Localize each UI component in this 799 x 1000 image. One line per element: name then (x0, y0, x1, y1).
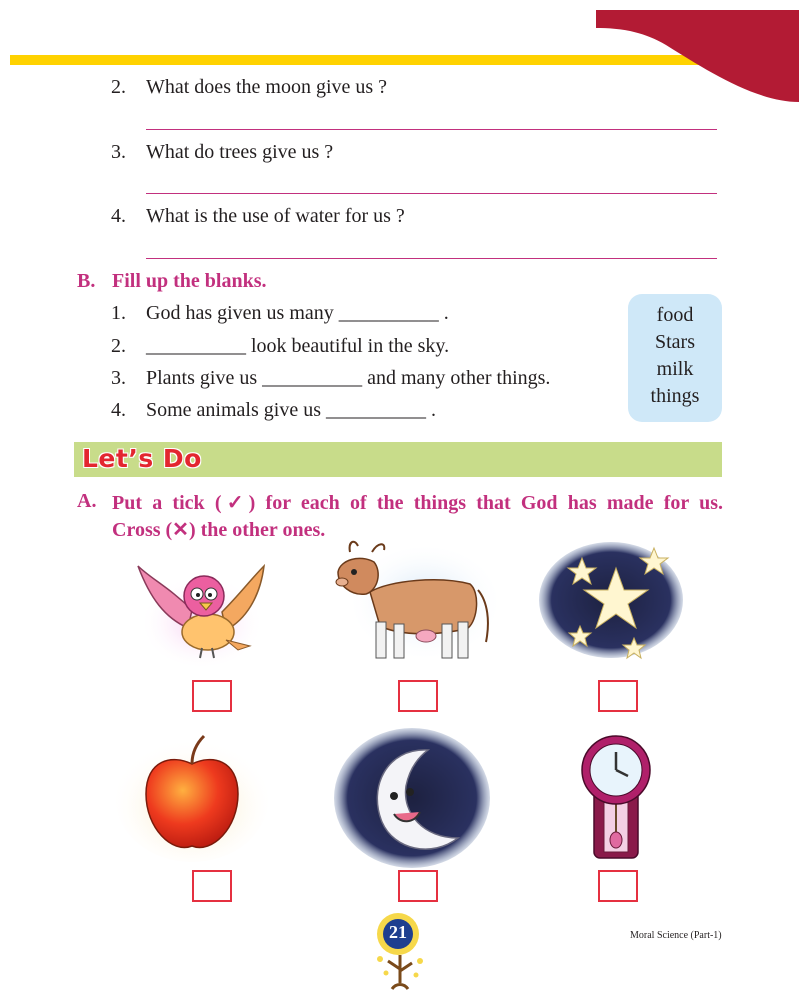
tick-box-stars[interactable] (598, 680, 638, 712)
answer-line[interactable] (146, 258, 717, 259)
tick-box-bird[interactable] (192, 680, 232, 712)
book-title: Moral Science (Part-1) (630, 930, 722, 941)
question-number: 2. (111, 76, 126, 98)
item-number: 1. (111, 302, 126, 324)
instruction-line-1: Put a tick (✓) for each of the things that God has made for us. (112, 492, 723, 514)
apple-picture (112, 728, 272, 868)
moon-picture (332, 726, 492, 871)
item-text: Plants give us __________ and many other things. (146, 367, 551, 389)
question-text: What does the moon give us ? (146, 76, 388, 98)
header-red-tab (596, 10, 799, 102)
question-text: What is the use of water for us ? (146, 205, 405, 227)
bird-picture (130, 548, 270, 668)
answer-line[interactable] (146, 193, 717, 194)
word-option: Stars (655, 331, 695, 353)
item-text: Some animals give us __________ . (146, 399, 436, 421)
stars-picture (536, 540, 686, 660)
section-title: Fill up the blanks. (112, 270, 267, 292)
item-text: __________ look beautiful in the sky. (146, 335, 450, 357)
word-option: milk (656, 358, 694, 380)
question-text: What do trees give us ? (146, 141, 334, 163)
lets-do-title: Let’s Do (82, 444, 202, 473)
tick-box-apple[interactable] (192, 870, 232, 902)
tree-decoration-icon (372, 955, 428, 995)
word-box (628, 294, 722, 422)
tick-box-cow[interactable] (398, 680, 438, 712)
clock-picture (572, 732, 662, 862)
word-option: things (650, 385, 700, 407)
item-text: God has given us many __________ . (146, 302, 449, 324)
cow-picture (330, 532, 500, 672)
tick-box-clock[interactable] (598, 870, 638, 902)
page-number: 21 (389, 922, 407, 942)
answer-line[interactable] (146, 129, 717, 130)
activity-letter: A. (77, 490, 97, 512)
item-number: 3. (111, 367, 126, 389)
section-letter: B. (77, 270, 96, 292)
section-b-heading (77, 270, 377, 296)
item-number: 4. (111, 399, 126, 421)
question-number: 3. (111, 141, 126, 163)
word-option: food (656, 304, 694, 326)
tick-box-moon[interactable] (398, 870, 438, 902)
item-number: 2. (111, 335, 126, 357)
instruction-line-2: Cross (✕) the other ones. (112, 519, 326, 541)
question-number: 4. (111, 205, 126, 227)
